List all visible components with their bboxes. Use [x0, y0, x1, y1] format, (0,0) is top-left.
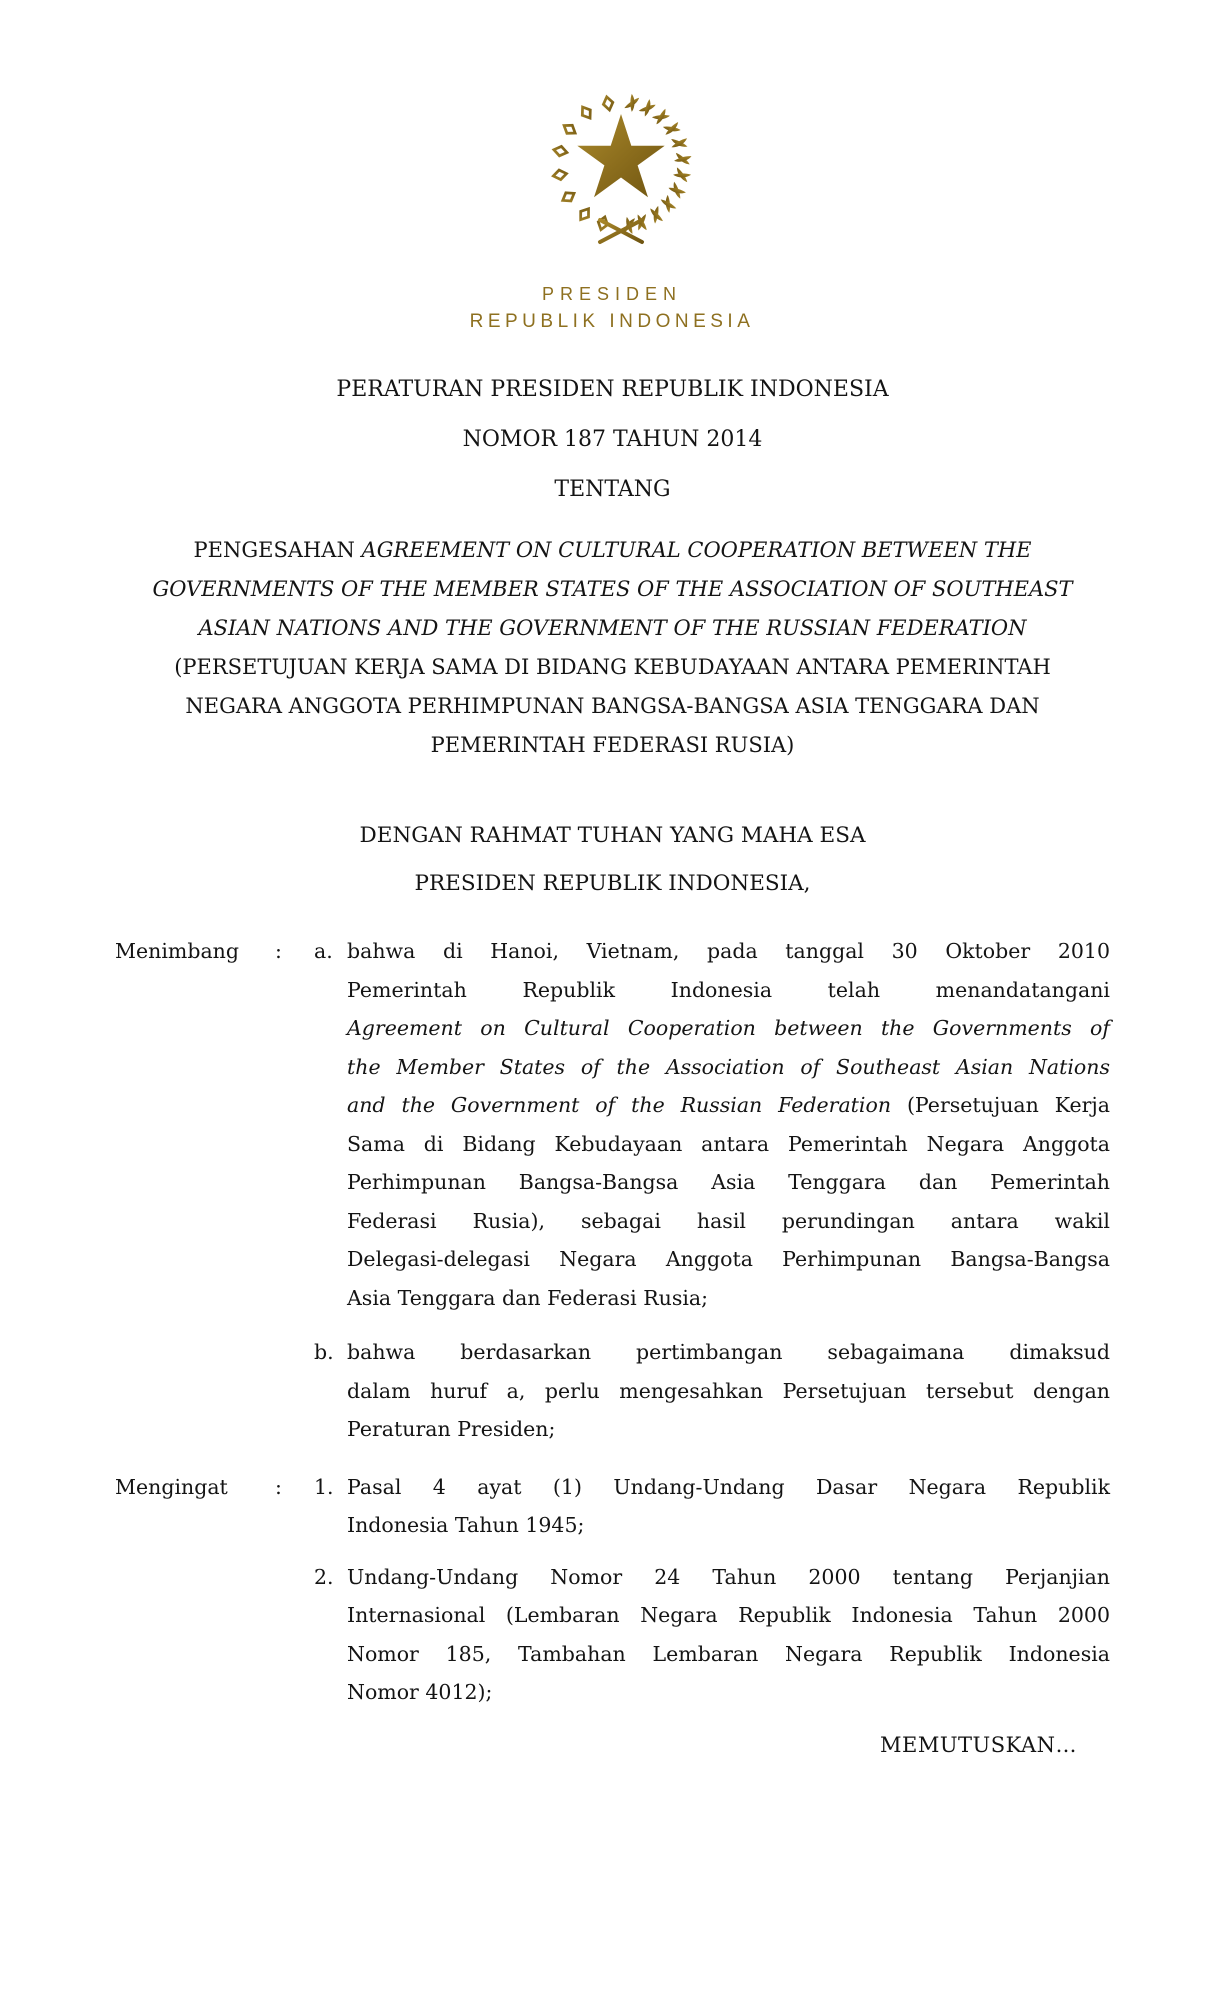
body-line: [347, 1125, 1110, 1164]
body-line: [347, 1009, 1110, 1048]
subject-line: [115, 687, 1110, 726]
subject-text: PENGESAHAN: [193, 538, 362, 562]
body-text: bahwa berdasarkan pertimbangan sebagaimana dimaksud: [347, 1340, 1110, 1364]
body-line: [347, 1596, 1110, 1635]
body-text: Pemerintah Republik Indonesia telah menandatangani: [347, 977, 1110, 1002]
body-text: Delegasi-delegasi Negara Anggota Perhimpunan Bangsa-Bangsa: [347, 1247, 1110, 1271]
body-line: [347, 1202, 1110, 1241]
recalling-section: [115, 1468, 1110, 1712]
recalling-item-1: [314, 1468, 1110, 1545]
subject-text-italic: AGREEMENT ON CULTURAL COOPERATION BETWEEN THE: [361, 538, 1032, 562]
body-line: [347, 1240, 1110, 1279]
subject-line: [115, 726, 1110, 765]
body-text-italic: Agreement on Cultural Cooperation between the Governments of: [347, 1016, 1110, 1040]
body-line: [347, 1673, 1110, 1712]
item-marker: a.: [314, 939, 333, 963]
body-line: [347, 1468, 1110, 1507]
subject-line: [115, 570, 1110, 609]
subject-line: [115, 648, 1110, 687]
star-icon: [577, 114, 664, 197]
title-block: [115, 365, 1110, 515]
letterhead-presiden: PRESIDEN: [541, 284, 683, 304]
recalling-item-2: [314, 1558, 1110, 1712]
crossed-stems-icon: [600, 220, 642, 242]
tentang-label: TENTANG: [554, 477, 671, 502]
considering-item-b: [314, 1333, 1110, 1449]
body-line: [347, 1558, 1110, 1597]
body-line: [347, 1048, 1110, 1087]
body-text: Perhimpunan Bangsa-Bangsa Asia Tenggara dan Pemerintah: [347, 1170, 1110, 1194]
item-marker: 2.: [314, 1564, 334, 1589]
subject-line: [115, 609, 1110, 648]
item-marker: 1.: [314, 1474, 334, 1499]
body-text: Internasional (Lembaran Negara Republik Indonesia Tahun 2000: [347, 1603, 1110, 1627]
body-text: Asia Tenggara dan Federasi Rusia;: [347, 1285, 709, 1310]
body-text-italic: the Member States of the Association of Southeast Asian Nations: [347, 1054, 1110, 1079]
recalling-colon: :: [275, 1474, 282, 1499]
catchword: MEMUTUSKAN…: [879, 1732, 1077, 1757]
letterhead: [0, 281, 1224, 335]
subject-text: (PERSETUJUAN KERJA SAMA DI BIDANG KEBUDAYAAN ANTARA PEMERINTAH: [174, 655, 1051, 679]
presidential-star-emblem: [536, 92, 706, 247]
subject-line: [115, 531, 1110, 570]
subject-text-italic: GOVERNMENTS OF THE MEMBER STATES OF THE ASSOCIATION OF SOUTHEAST: [152, 577, 1073, 601]
subject-text-italic: ASIAN NATIONS AND THE GOVERNMENT OF THE RUSSIAN FEDERATION: [198, 616, 1027, 640]
body-text: dalam huruf a, perlu mengesahkan Persetujuan tersebut dengan: [347, 1378, 1110, 1403]
recalling-label: Mengingat: [115, 1474, 228, 1499]
body-text: Indonesia Tahun 1945;: [347, 1513, 585, 1537]
body-text: Federasi Rusia), sebagai hasil perundingan antara wakil: [347, 1208, 1110, 1233]
body-text: Pasal 4 ayat (1) Undang-Undang Dasar Negara Republik: [347, 1474, 1110, 1499]
body-line: [347, 1163, 1110, 1202]
considering-colon: :: [275, 939, 282, 963]
body-text: (Persetujuan Kerja: [891, 1093, 1110, 1117]
body-text: Nomor 4012);: [347, 1680, 493, 1704]
subject-block: [115, 531, 1110, 765]
body-text: Peraturan Presiden;: [347, 1417, 556, 1441]
item-marker: b.: [314, 1340, 334, 1364]
body-line: [347, 1635, 1110, 1674]
body-text: Nomor 185, Tambahan Lembaran Negara Republik Indonesia: [347, 1641, 1110, 1666]
body-line: [347, 1372, 1110, 1411]
regulation-title: PERATURAN PRESIDEN REPUBLIK INDONESIA: [336, 377, 889, 402]
body-line: [347, 932, 1110, 971]
letterhead-republik-indonesia: REPUBLIK INDONESIA: [469, 311, 755, 332]
body-line: [347, 1410, 1110, 1449]
subject-text: PEMERINTAH FEDERASI RUSIA): [430, 733, 795, 757]
body-line: [347, 1086, 1110, 1125]
considering-section: [115, 932, 1110, 1449]
body-line: [347, 971, 1110, 1010]
subject-text: NEGARA ANGGOTA PERHIMPUNAN BANGSA-BANGSA ASIA TENGGARA DAN: [185, 694, 1040, 718]
invocation-line: DENGAN RAHMAT TUHAN YANG MAHA ESA: [359, 823, 866, 848]
considering-item-a: [314, 932, 1110, 1317]
body-line: [347, 1506, 1110, 1545]
body-text: Undang-Undang Nomor 24 Tahun 2000 tentang Perjanjian: [347, 1564, 1110, 1589]
body-line: [347, 1279, 1110, 1318]
body-line: [347, 1333, 1110, 1372]
document-body: [115, 365, 1110, 1764]
body-text: bahwa di Hanoi, Vietnam, pada tanggal 30 Oktober 2010: [347, 939, 1110, 963]
authority-line: PRESIDEN REPUBLIK INDONESIA,: [414, 871, 811, 896]
body-text-italic: and the Government of the Russian Federation: [347, 1093, 892, 1117]
regulation-number: NOMOR 187 TAHUN 2014: [462, 427, 763, 452]
considering-label: Menimbang: [115, 939, 239, 963]
body-text: Sama di Bidang Kebudayaan antara Pemerintah Negara Anggota: [347, 1131, 1110, 1156]
